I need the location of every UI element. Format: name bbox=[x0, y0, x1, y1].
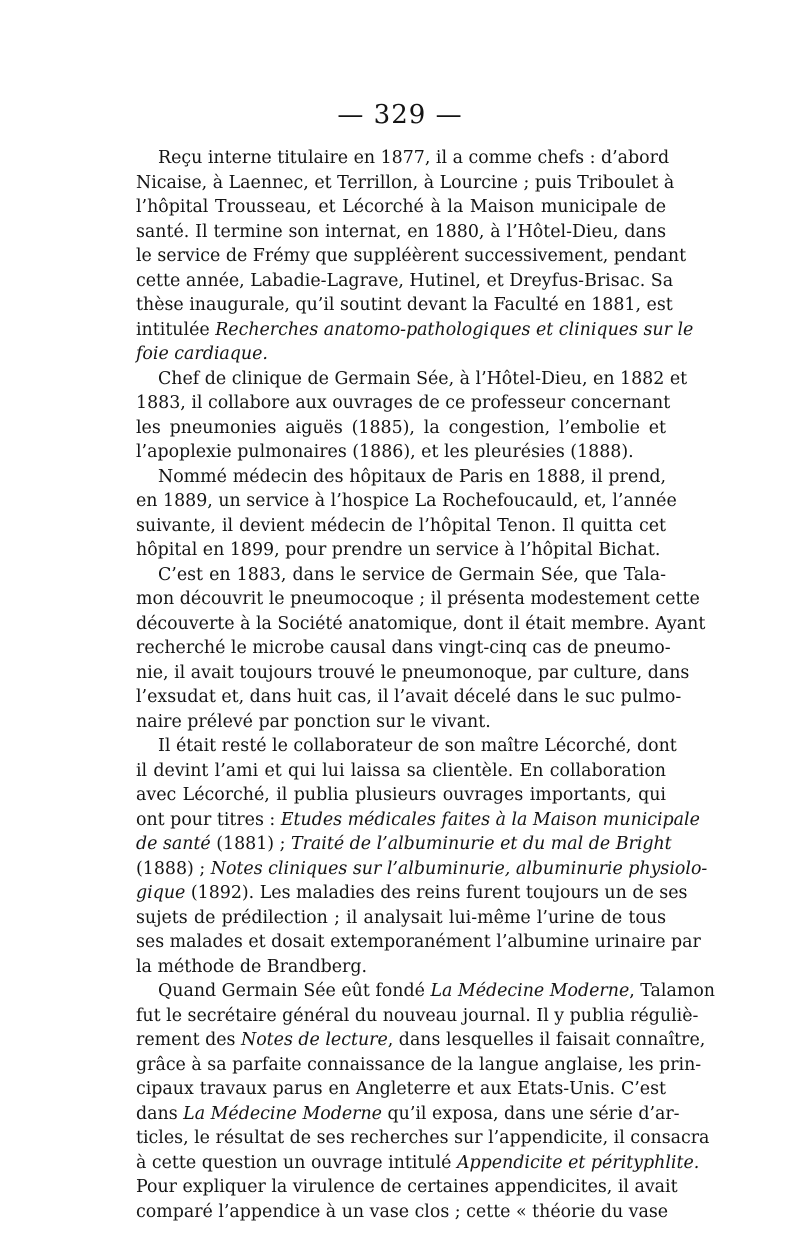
text-line: Nicaise, à Laennec, et Terrillon, à Lourcine ; puis Triboulet à bbox=[136, 172, 675, 193]
italic-title: La Médecine Moderne bbox=[183, 1103, 382, 1124]
italic-title: gique bbox=[136, 883, 186, 903]
text-line: il devint l’ami et qui lui laissa sa clientèle. En collaboration bbox=[136, 760, 666, 781]
text-line: 1883, il collabore aux ouvrages de ce professeur concernant bbox=[136, 393, 671, 413]
italic-title: Etudes médicales faites à la Maison municipale bbox=[280, 809, 700, 830]
text-line: avec Lécorché, il publia plusieurs ouvrages importants, qui bbox=[136, 785, 666, 805]
italic-title: foie cardiaque. bbox=[136, 344, 268, 364]
text-line: la méthode de Brandberg. bbox=[136, 956, 367, 977]
text-line: Quand Germain Sée eût fondé La Médecine Moderne, Talamon bbox=[158, 981, 715, 1001]
text-line: l’exsudat et, dans huit cas, il l’avait décelé dans le suc pulmo- bbox=[136, 687, 682, 707]
italic-title: Notes cliniques sur l’albuminurie, albuminurie physiolo- bbox=[210, 858, 708, 879]
paragraph bbox=[136, 979, 715, 1224]
text-line: recherché le microbe causal dans vingt-cinq cas de pneumo- bbox=[136, 638, 671, 658]
text-line: cipaux travaux parus en Angleterre et aux Etats-Unis. C’est bbox=[136, 1079, 666, 1099]
text-line: hôpital en 1899, pour prendre un service à l’hôpital Bichat. bbox=[136, 540, 661, 560]
text-line: à cette question un ouvrage intitulé Appendicite et pérityphlite. bbox=[136, 1152, 700, 1173]
italic-title: La Médecine Moderne bbox=[430, 981, 630, 1001]
text-line: ses malades et dosait extemporanément l’albumine urinaire par bbox=[136, 932, 701, 952]
italic-title: de santé bbox=[136, 834, 211, 854]
text-line: grâce à sa parfaite connaissance de la langue anglaise, les prin- bbox=[136, 1054, 702, 1075]
italic-title: Appendicite et pérityphlite. bbox=[456, 1152, 700, 1173]
text-line: sujets de prédilection ; il analysait lui-même l’urine de tous bbox=[136, 907, 666, 928]
text-line: découverte à la Société anatomique, dont il était membre. Ayant bbox=[136, 613, 706, 634]
paragraph bbox=[136, 367, 688, 465]
italic-title: Recherches anatomo-pathologiques et cliniques sur le bbox=[215, 319, 694, 340]
text-line: intitulée Recherches anatomo-pathologiques et cliniques sur le bbox=[136, 319, 694, 340]
paragraph bbox=[136, 465, 677, 563]
text-line: santé. Il termine son internat, en 1880, à l’Hôtel-Dieu, dans bbox=[136, 221, 666, 242]
text-line: de santé (1881) ; Traité de l’albuminurie et du mal de Bright bbox=[136, 834, 672, 854]
italic-title: Notes de lecture bbox=[240, 1030, 388, 1050]
text-line: naire prélevé par ponction sur le vivant. bbox=[136, 711, 491, 732]
text-line: fut le secrétaire général du nouveau journal. Il y publia réguliè- bbox=[136, 1005, 699, 1026]
text-line: les pneumonies aiguës (1885), la congestion, l’embolie et bbox=[136, 417, 666, 438]
text-line: comparé l’appendice à un vase clos ; cette « théorie du vase bbox=[136, 1201, 669, 1222]
text-line: gique (1892). Les maladies des reins furent toujours un de ses bbox=[136, 883, 688, 903]
body-text bbox=[136, 146, 715, 1224]
text-line: mon découvrit le pneumocoque ; il présenta modestement cette bbox=[136, 589, 700, 609]
text-line: ont pour titres : Etudes médicales faites à la Maison municipale bbox=[136, 809, 700, 830]
text-line: Chef de clinique de Germain Sée, à l’Hôtel-Dieu, en 1882 et bbox=[158, 368, 688, 389]
text-line: Il était resté le collaborateur de son maître Lécorché, dont bbox=[158, 736, 677, 756]
text-line: ticles, le résultat de ses recherches sur l’appendicite, il consacra bbox=[136, 1128, 710, 1148]
text-line: dans La Médecine Moderne qu’il exposa, dans une série d’ar- bbox=[136, 1103, 680, 1124]
paragraph bbox=[136, 146, 694, 367]
text-line: nie, il avait toujours trouvé le pneumonoque, par culture, dans bbox=[136, 662, 690, 683]
paragraph bbox=[136, 734, 708, 979]
text-line: Pour expliquer la virulence de certaines appendicites, il avait bbox=[136, 1177, 678, 1197]
text-line: Nommé médecin des hôpitaux de Paris en 1888, il prend, bbox=[158, 466, 666, 487]
text-line: thèse inaugurale, qu’il soutint devant la Faculté en 1881, est bbox=[136, 295, 673, 315]
text-line: l’apoplexie pulmonaires (1886), et les pleurésies (1888). bbox=[136, 442, 634, 462]
text-line: (1888) ; Notes cliniques sur l’albuminurie, albuminurie physiolo- bbox=[136, 858, 708, 879]
paragraph bbox=[136, 563, 706, 735]
text-line: le service de Frémy que suppléèrent successivement, pendant bbox=[136, 246, 687, 266]
italic-title: Traité de l’albuminurie et du mal de Bright bbox=[291, 834, 672, 854]
text-line: suivante, il devient médecin de l’hôpital Tenon. Il quitta cet bbox=[136, 515, 666, 536]
text-line: C’est en 1883, dans le service de Germain Sée, que Tala- bbox=[158, 564, 666, 585]
text-line: rement des Notes de lecture, dans lesquelles il faisait connaître, bbox=[136, 1030, 706, 1050]
text-line bbox=[136, 342, 666, 367]
text-line: l’hôpital Trousseau, et Lécorché à la Maison municipale de bbox=[136, 197, 666, 217]
text-line: en 1889, un service à l’hospice La Rochefoucauld, et, l’année bbox=[136, 491, 677, 511]
text-line: Reçu interne titulaire en 1877, il a comme chefs : d’abord bbox=[158, 148, 670, 168]
page-number: — 329 — bbox=[337, 100, 463, 130]
text-line: cette année, Labadie-Lagrave, Hutinel, et Dreyfus-Brisac. Sa bbox=[136, 270, 674, 291]
